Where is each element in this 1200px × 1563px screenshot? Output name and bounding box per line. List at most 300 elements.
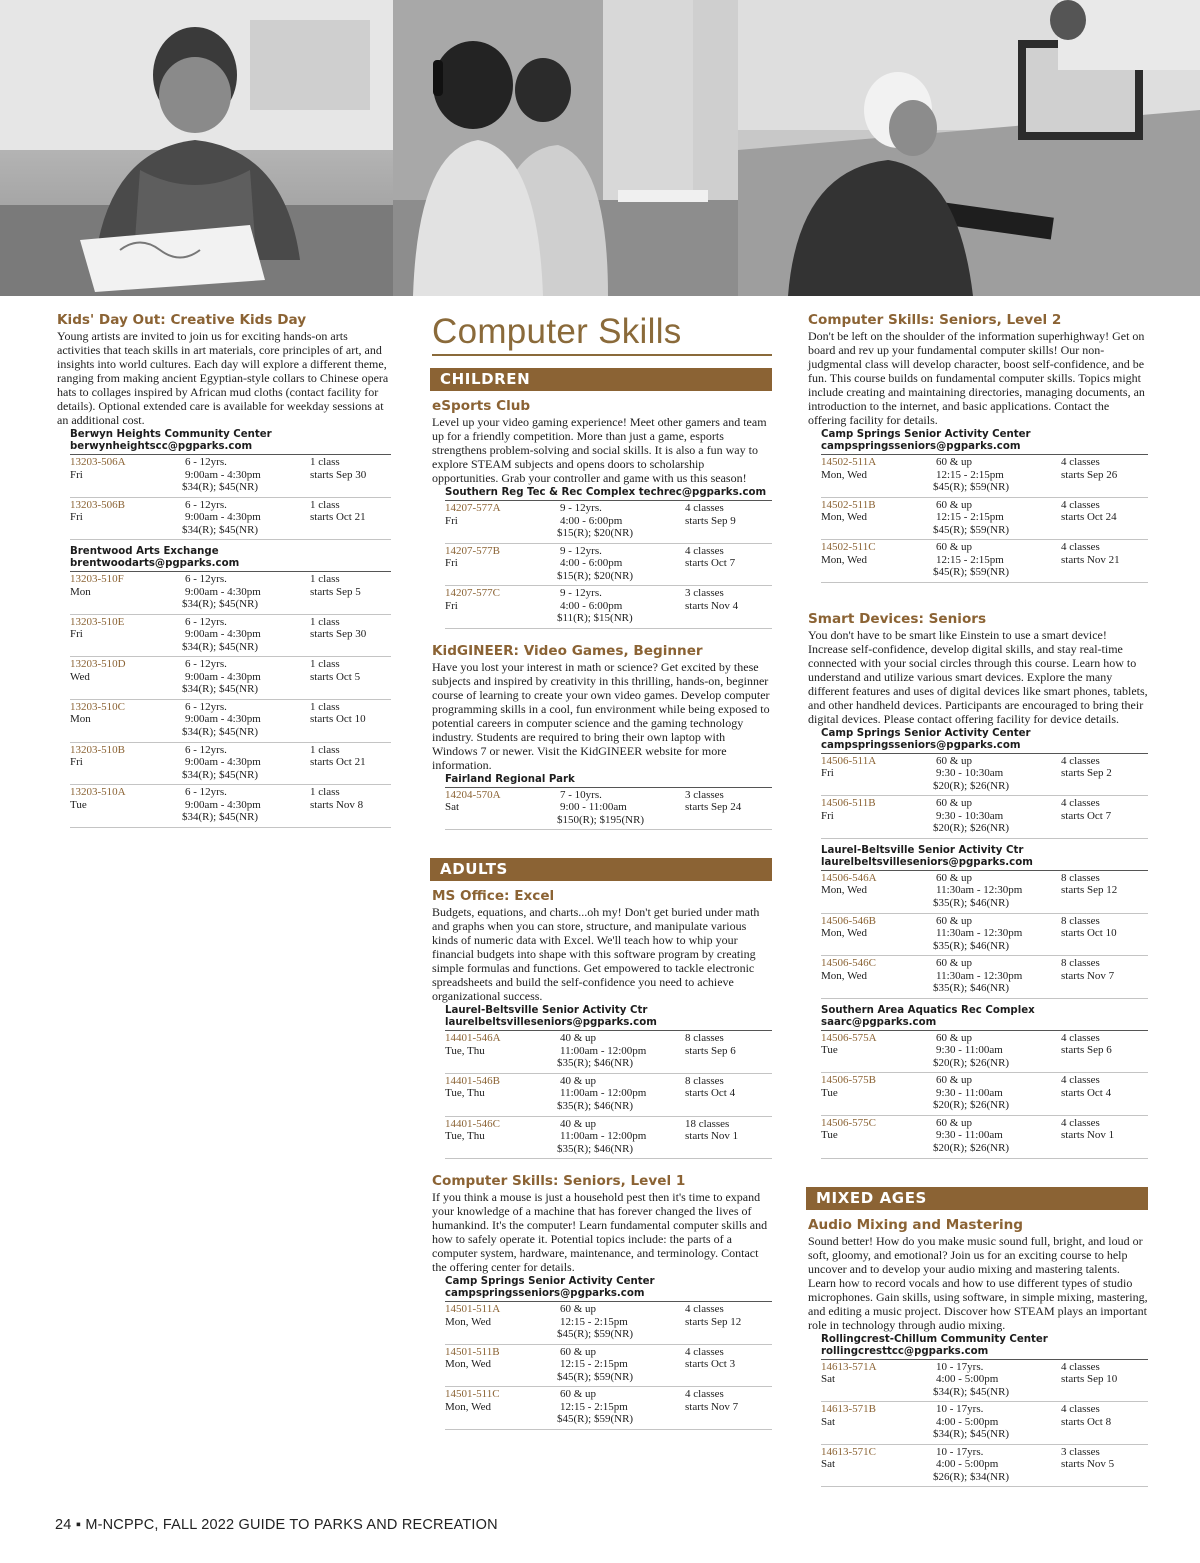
course-code[interactable]: 14613-571C (821, 1445, 876, 1458)
offering-row (70, 455, 391, 498)
time-range: 11:30am - 12:30pm (936, 884, 1023, 897)
class-count: 8 classes (1061, 871, 1100, 884)
start-date: starts Oct 10 (310, 713, 366, 726)
offering-row (445, 544, 772, 587)
location-header (70, 429, 391, 455)
meeting-days: Tue, Thu (445, 1044, 485, 1057)
photo-boy-drawing (0, 0, 393, 296)
start-date: starts Sep 30 (310, 628, 367, 641)
meeting-days: Mon, Wed (821, 969, 867, 982)
offering-row (70, 657, 391, 700)
course-code[interactable]: 13203-510A (70, 786, 126, 799)
course-code[interactable]: 14401-546C (445, 1117, 500, 1130)
course-code[interactable]: 14502-511B (821, 498, 876, 511)
course-code[interactable]: 14613-571B (821, 1403, 876, 1416)
location-email: laurelbeltsvilleseniors@pgparks.com (821, 856, 1033, 868)
meeting-days: Mon, Wed (445, 1358, 491, 1371)
course-code[interactable]: 14204-570A (445, 788, 501, 801)
age-range: 60 & up (936, 541, 973, 554)
start-date: starts Sep 6 (685, 1044, 736, 1057)
class-count: 4 classes (1061, 754, 1100, 767)
class-count: 1 class (310, 700, 340, 713)
start-date: starts Oct 5 (310, 670, 361, 683)
fee: $15(R); $20(NR) (557, 569, 634, 582)
offerings (430, 1302, 772, 1430)
fee: $35(R); $46(NR) (933, 982, 1010, 995)
course-title: Computer Skills: Seniors, Level 2 (808, 312, 1062, 328)
offerings (806, 871, 1148, 999)
time-range: 4:00 - 5:00pm (936, 1373, 999, 1386)
time-range: 9:00am - 4:30pm (185, 670, 261, 683)
meeting-days: Fri (70, 628, 83, 641)
offering-row (821, 871, 1148, 914)
time-range: 11:00am - 12:00pm (560, 1130, 647, 1143)
age-range: 9 - 12yrs. (560, 587, 602, 600)
time-range: 9:30 - 11:00am (936, 1086, 1003, 1099)
offerings (430, 788, 772, 831)
meeting-days: Fri (821, 809, 834, 822)
start-date: starts Sep 10 (1061, 1373, 1118, 1386)
age-range: 60 & up (936, 797, 973, 810)
class-count: 4 classes (1061, 1074, 1100, 1087)
class-count: 4 classes (1061, 1031, 1100, 1044)
location-header (821, 1005, 1148, 1031)
fee: $15(R); $20(NR) (557, 527, 634, 539)
time-range: 9:00am - 4:30pm (185, 628, 261, 641)
course-description: Don't be left on the shoulder of the information superhighway! Get on board and rev up your fundamental computer skills! Our non-judgmental class will develop character, boost self-confidence, and be fun. This course builds on fundamental computer skills. Topics might include creating and maintaining directories, managing documents, an introduction to the internet, and basic applications. Contact the offering facility for details. (808, 329, 1145, 427)
section-band-mixed-ages: MIXED AGES (806, 1187, 1148, 1210)
fee: $45(R); $59(NR) (557, 1370, 634, 1383)
fee: $11(R); $15(NR) (557, 612, 633, 625)
offering-row (821, 1116, 1148, 1159)
offering-row (821, 1360, 1148, 1403)
age-range: 6 - 12yrs. (185, 658, 227, 671)
offerings (806, 1031, 1148, 1159)
location-header (821, 429, 1148, 455)
age-range: 60 & up (936, 957, 973, 970)
course-code[interactable]: 14506-575C (821, 1116, 876, 1129)
time-range: 4:00 - 5:00pm (936, 1458, 999, 1471)
course-code[interactable]: 14207-577A (445, 502, 501, 514)
start-date: starts Sep 12 (1061, 884, 1118, 897)
location-header (445, 487, 772, 501)
class-count: 1 class (310, 658, 340, 671)
age-range: 60 & up (936, 1031, 973, 1044)
course-code[interactable]: 14501-511A (445, 1303, 501, 1316)
class-count: 1 class (310, 786, 340, 799)
class-count: 8 classes (685, 1032, 724, 1045)
offering-row (445, 1302, 772, 1345)
fee: $34(R); $45(NR) (933, 1385, 1010, 1398)
class-count: 1 class (310, 743, 340, 756)
time-range: 9:00am - 4:30pm (185, 798, 261, 811)
time-range: 9:30 - 11:00am (936, 1129, 1003, 1142)
start-date: starts Nov 7 (685, 1400, 739, 1413)
column-left (55, 312, 391, 828)
meeting-days: Mon, Wed (445, 1315, 491, 1328)
time-range: 11:00am - 12:00pm (560, 1044, 647, 1057)
fee: $35(R); $46(NR) (557, 1142, 634, 1155)
meeting-days: Sat (821, 1415, 836, 1428)
location-header (821, 845, 1148, 871)
start-date: starts Oct 7 (1061, 809, 1112, 822)
age-range: 60 & up (560, 1345, 597, 1358)
time-range: 12:15 - 2:15pm (560, 1315, 628, 1328)
age-range: 6 - 12yrs. (185, 615, 227, 628)
time-range: 9:00am - 4:30pm (185, 756, 261, 769)
location-email: campspringsseniors@pgparks.com (821, 441, 1021, 452)
start-date: starts Sep 30 (310, 468, 367, 481)
location-line: Southern Reg Tec & Rec Complex techrec@pgparks.com (445, 487, 767, 498)
offerings (806, 754, 1148, 839)
meeting-days: Fri (445, 514, 458, 527)
offering-row (821, 1445, 1148, 1488)
start-date: starts Nov 1 (1061, 1129, 1115, 1142)
course-code[interactable]: 14501-511B (445, 1345, 500, 1358)
class-count: 4 classes (685, 1303, 724, 1316)
start-date: starts Oct 3 (685, 1358, 736, 1371)
start-date: starts Nov 8 (310, 798, 364, 811)
offering-row (445, 1074, 772, 1117)
location-email: berwynheightscc@pgparks.com (70, 441, 253, 452)
offering-row (70, 498, 391, 541)
fee: $35(R); $46(NR) (557, 1099, 634, 1112)
class-count: 4 classes (685, 1345, 724, 1358)
offering-row (445, 1345, 772, 1388)
fee: $45(R); $59(NR) (933, 523, 1010, 536)
meeting-days: Tue (821, 1044, 838, 1057)
course-code[interactable]: 13203-506B (70, 498, 125, 511)
age-range: 60 & up (936, 914, 973, 927)
course-code[interactable]: 14613-571A (821, 1360, 877, 1373)
age-range: 6 - 12yrs. (185, 456, 227, 468)
offering-row (821, 540, 1148, 583)
time-range: 12:15 - 2:15pm (936, 468, 1004, 481)
location-name: Laurel-Beltsville Senior Activity Ctr (445, 1005, 648, 1017)
fee: $45(R); $59(NR) (557, 1328, 634, 1341)
course-code[interactable]: 14207-577B (445, 544, 500, 557)
course-title: Smart Devices: Seniors (808, 610, 987, 627)
fee: $34(R); $45(NR) (182, 598, 259, 611)
course-code[interactable]: 14506-546B (821, 914, 876, 927)
age-range: 6 - 12yrs. (185, 498, 227, 511)
offerings (806, 455, 1148, 583)
age-range: 60 & up (560, 1303, 597, 1316)
age-range: 6 - 12yrs. (185, 700, 227, 713)
course-code[interactable]: 14506-575B (821, 1074, 876, 1087)
course-description: You don't have to be smart like Einstein to use a smart device! Increase self-confidence, develop digital skills, and stay real-time connected with your social circles through this course. Learn how to understand and utilize various smart devices. Explore the many different features and uses of digital devices like smart phones, tablets, and other handheld devices. Participants are encouraged to bring their digital devices. Please contact offering facility for device details. (808, 627, 1148, 726)
class-count: 1 class (310, 498, 340, 511)
time-range: 9:00 - 11:00am (560, 801, 627, 814)
location-header (445, 1005, 772, 1031)
page-title: Computer Skills (432, 312, 772, 356)
time-range: 9:00am - 4:30pm (185, 585, 261, 598)
age-range: 60 & up (936, 456, 973, 468)
time-range: 4:00 - 6:00pm (560, 557, 623, 570)
location-header (445, 774, 772, 788)
course-title: Audio Mixing and Mastering (808, 1216, 1024, 1233)
location-email: saarc@pgparks.com (821, 1016, 937, 1028)
location-name: Fairland Regional Park (445, 773, 575, 785)
offering-row (445, 1117, 772, 1160)
meeting-days: Fri (70, 756, 83, 769)
course-description: Level up your video gaming experience! Meet other gamers and team up for a friendly competition. More than just a game, esports strengthens problem-solving and social skills. It is also a fun way to explore STEAM subjects and opens doors to scholarship opportunities. Grab your controller and game with us this season! (432, 415, 767, 485)
age-range: 40 & up (560, 1117, 597, 1130)
course-code[interactable]: 13203-510B (70, 743, 125, 756)
age-range: 60 & up (936, 1074, 973, 1087)
column-right (806, 312, 1148, 1487)
section-band-children: CHILDREN (430, 368, 772, 391)
offering-row (70, 785, 391, 828)
course-code[interactable]: 14506-546C (821, 957, 876, 970)
course-code[interactable]: 13203-510D (70, 658, 126, 671)
location-header (445, 1276, 772, 1302)
course-description: Budgets, equations, and charts...oh my! Don't get buried under math and graphs when you can store, structure, and manipulate various kinds of numeric data with Excel. We'll teach how to whip your financial budgets into shape with this software program by creating simple formulas and functions. Get empowered to tackle electronic spreadsheets and build the self-confidence you need to achieve organizational success. (432, 905, 760, 1004)
start-date: starts Oct 24 (1061, 511, 1117, 524)
offering-row (445, 788, 772, 831)
start-date: starts Oct 10 (1061, 927, 1117, 940)
location-name: Camp Springs Senior Activity Center (445, 1276, 655, 1288)
time-range: 9:00am - 4:30pm (185, 468, 261, 481)
location-name: Berwyn Heights Community Center (70, 429, 272, 440)
location-name: Laurel-Beltsville Senior Activity Ctr (821, 844, 1024, 856)
location-header (821, 1334, 1148, 1360)
offering-row (445, 501, 772, 544)
fee: $34(R); $45(NR) (182, 640, 259, 653)
meeting-days: Fri (445, 557, 458, 570)
location-name: Southern Area Aquatics Rec Complex (821, 1004, 1035, 1016)
start-date: starts Sep 5 (310, 585, 361, 598)
start-date: starts Sep 12 (685, 1315, 742, 1328)
age-range: 10 - 17yrs. (936, 1403, 984, 1416)
class-count: 1 class (310, 573, 340, 586)
meeting-days: Tue, Thu (445, 1087, 485, 1100)
meeting-days: Mon (70, 713, 91, 726)
start-date: starts Oct 8 (1061, 1415, 1112, 1428)
start-date: starts Nov 7 (1061, 969, 1115, 982)
age-range: 6 - 12yrs. (185, 743, 227, 756)
start-date: starts Sep 24 (685, 801, 742, 814)
class-count: 4 classes (685, 544, 724, 557)
class-count: 3 classes (685, 587, 724, 600)
age-range: 10 - 17yrs. (936, 1445, 984, 1458)
start-date: starts Sep 6 (1061, 1044, 1112, 1057)
age-range: 10 - 17yrs. (936, 1360, 984, 1373)
fee: $26(R); $34(NR) (933, 1470, 1010, 1483)
meeting-days: Mon, Wed (821, 553, 867, 566)
location-header (821, 728, 1148, 754)
course-title: KidGINEER: Video Games, Beginner (432, 642, 703, 659)
meeting-days: Mon, Wed (821, 927, 867, 940)
offering-row (821, 956, 1148, 999)
class-count: 4 classes (1061, 498, 1100, 511)
fee: $34(R); $45(NR) (182, 683, 259, 696)
meeting-days: Sat (445, 801, 460, 814)
time-range: 12:15 - 2:15pm (560, 1358, 628, 1371)
fee: $35(R); $46(NR) (557, 1057, 634, 1070)
offering-row (70, 615, 391, 658)
course-code[interactable]: 14502-511A (821, 456, 877, 468)
class-count: 18 classes (685, 1117, 730, 1130)
start-date: starts Nov 1 (685, 1130, 739, 1143)
course-code[interactable]: 13203-510C (70, 700, 125, 713)
fee: $45(R); $59(NR) (933, 566, 1010, 579)
offering-row (70, 700, 391, 743)
age-range: 60 & up (936, 754, 973, 767)
start-date: starts Oct 21 (310, 511, 366, 524)
age-range: 9 - 12yrs. (560, 502, 602, 514)
time-range: 12:15 - 2:15pm (936, 511, 1004, 524)
offering-row (445, 586, 772, 629)
fee: $35(R); $46(NR) (933, 896, 1010, 909)
offering-row (70, 572, 391, 615)
course-code[interactable]: 14506-511B (821, 797, 876, 810)
course-description: Young artists are invited to join us for exciting hands-on arts activities that teach skills in art materials, core principles of art, and insights into world cultures. Each day will explore a different theme, ranging from making ancient Egyptian-style collars to Chinese opera hats to collages inspired by African mud cloths (contact facility for details). Optional extended care is available for weekday sessions at an additional cost. (57, 329, 389, 427)
age-range: 60 & up (936, 871, 973, 884)
fee: $34(R); $45(NR) (933, 1428, 1010, 1441)
location-email: laurelbeltsvilleseniors@pgparks.com (445, 1017, 657, 1029)
offerings (430, 1031, 772, 1159)
offerings (55, 455, 391, 540)
course-code[interactable]: 14501-511C (445, 1388, 500, 1401)
location-header (70, 546, 391, 572)
time-range: 4:00 - 5:00pm (936, 1415, 999, 1428)
fee: $45(R); $59(NR) (933, 481, 1010, 493)
offering-row (821, 1031, 1148, 1074)
age-range: 60 & up (936, 498, 973, 511)
offering-row (821, 455, 1148, 498)
course-title: MS Office: Excel (432, 888, 555, 905)
class-count: 4 classes (1061, 1403, 1100, 1416)
course-description: Have you lost your interest in math or science? Get excited by these subjects and inspired by creativity in this thrilling, hands-on, beginner course of learning to create your own video games. Develop computer programming skills in a cool, fun environment while being exposed to potential careers in computer science and the gaming technology industry. Students are required to bring their own laptop with Windows 7 or newer. Visit the KidGINEER website for more information. (432, 659, 770, 772)
time-range: 11:00am - 12:00pm (560, 1087, 647, 1100)
class-count: 3 classes (1061, 1445, 1100, 1458)
start-date: starts Oct 21 (310, 756, 366, 769)
time-range: 9:30 - 11:00am (936, 1044, 1003, 1057)
age-range: 40 & up (560, 1074, 597, 1087)
fee: $20(R); $26(NR) (933, 1056, 1010, 1069)
course-code[interactable]: 13203-510F (70, 573, 124, 586)
offering-row (821, 914, 1148, 957)
meeting-days: Tue (70, 798, 87, 811)
start-date: starts Sep 26 (1061, 468, 1118, 481)
class-count: 4 classes (685, 1388, 724, 1401)
time-range: 4:00 - 6:00pm (560, 599, 623, 612)
location-email: campspringsseniors@pgparks.com (821, 739, 1021, 751)
photo-strip (0, 0, 1200, 296)
course-code[interactable]: 14207-577C (445, 587, 500, 600)
meeting-days: Wed (70, 670, 90, 683)
location-email: rollingcresttcc@pgparks.com (821, 1345, 989, 1357)
age-range: 60 & up (936, 1116, 973, 1129)
course-code[interactable]: 14502-511C (821, 541, 876, 554)
course-title: Kids' Day Out: Creative Kids Day (57, 312, 307, 328)
offering-row (70, 743, 391, 786)
class-count: 4 classes (685, 502, 724, 514)
fee: $34(R); $45(NR) (182, 725, 259, 738)
location-name: Rollingcrest-Chillum Community Center (821, 1333, 1048, 1345)
start-date: starts Oct 4 (1061, 1086, 1112, 1099)
photo-teens-computers (393, 0, 738, 296)
class-count: 1 class (310, 615, 340, 628)
offering-row (445, 1387, 772, 1430)
course-code[interactable]: 14506-511A (821, 754, 877, 767)
start-date: starts Nov 4 (685, 599, 739, 612)
section-band-adults: ADULTS (430, 858, 772, 881)
start-date: starts Oct 7 (685, 557, 736, 570)
fee: $34(R); $45(NR) (182, 768, 259, 781)
time-range: 9:00am - 4:30pm (185, 713, 261, 726)
meeting-days: Mon, Wed (821, 884, 867, 897)
course-code[interactable]: 13203-510E (70, 615, 125, 628)
start-date: starts Nov 5 (1061, 1458, 1115, 1471)
page-footer: 24 ▪ M-NCPPC, FALL 2022 GUIDE TO PARKS AND RECREATION (55, 1517, 498, 1533)
class-count: 4 classes (1061, 1116, 1100, 1129)
offering-row (445, 1031, 772, 1074)
start-date: starts Nov 21 (1061, 553, 1120, 566)
meeting-days: Mon (70, 585, 91, 598)
meeting-days: Tue (821, 1086, 838, 1099)
meeting-days: Fri (821, 767, 834, 780)
fee: $20(R); $26(NR) (933, 1099, 1010, 1112)
offerings (430, 501, 772, 629)
age-range: 6 - 12yrs. (185, 573, 227, 586)
start-date: starts Sep 9 (685, 514, 736, 527)
meeting-days: Fri (70, 511, 83, 524)
meeting-days: Mon, Wed (445, 1400, 491, 1413)
meeting-days: Tue, Thu (445, 1130, 485, 1143)
fee: $34(R); $45(NR) (182, 811, 259, 824)
course-description: If you think a mouse is just a household pest then it's time to expand your knowledge of a machine that has forever changed the lives of humankind. It's the computer! Learn fundamental computer skills and how to safely operate it. Potential topics include: the parts of a computer system, hardware, maintenance, and terminology. Contact the offering center for details. (432, 1190, 768, 1275)
course-code[interactable]: 14401-546B (445, 1074, 500, 1087)
time-range: 9:30 - 10:30am (936, 809, 1004, 822)
offering-row (821, 796, 1148, 839)
course-code[interactable]: 13203-506A (70, 456, 126, 468)
age-range: 7 - 10yrs. (560, 788, 602, 801)
location-name: Camp Springs Senior Activity Center (821, 429, 1031, 440)
course-description: Sound better! How do you make music sound full, bright, and loud or soft, gloomy, and emotional? Join us for an exciting course to help uncover and to develop your audio mixing and mastering talents. Learn how to record vocals and how to use different types of studio microphones. Gain skills, using software, in simple mixing, mastering, and editing a music project. Discover how STEAM plays an important role in technology through audio mixing. (808, 1233, 1148, 1332)
class-count: 8 classes (1061, 914, 1100, 927)
course-title: eSports Club (432, 398, 531, 414)
offerings (806, 1360, 1148, 1488)
age-range: 6 - 12yrs. (185, 786, 227, 799)
location-line: Brentwood Arts Exchange brentwoodarts@pgparks.com (70, 546, 240, 570)
time-range: 9:30 - 10:30am (936, 767, 1004, 780)
course-code[interactable]: 14506-546A (821, 871, 877, 884)
class-count: 4 classes (1061, 797, 1100, 810)
location-name: Camp Springs Senior Activity Center (821, 727, 1031, 739)
fee: $20(R); $26(NR) (933, 1141, 1010, 1154)
offering-row (821, 498, 1148, 541)
time-range: 11:30am - 12:30pm (936, 927, 1023, 940)
course-title: Computer Skills: Seniors, Level 1 (432, 1173, 686, 1190)
meeting-days: Sat (821, 1373, 836, 1386)
start-date: starts Oct 4 (685, 1087, 736, 1100)
class-count: 4 classes (1061, 1360, 1100, 1373)
class-count: 4 classes (1061, 541, 1100, 554)
class-count: 4 classes (1061, 456, 1100, 468)
meeting-days: Tue (821, 1129, 838, 1142)
offering-row (821, 1073, 1148, 1116)
course-code[interactable]: 14506-575A (821, 1031, 877, 1044)
meeting-days: Fri (70, 468, 83, 481)
class-count: 3 classes (685, 788, 724, 801)
course-code[interactable]: 14401-546A (445, 1032, 501, 1045)
meeting-days: Sat (821, 1458, 836, 1471)
start-date: starts Sep 2 (1061, 767, 1112, 780)
time-range: 12:15 - 2:15pm (936, 553, 1004, 566)
location-email: campspringsseniors@pgparks.com (445, 1288, 645, 1300)
